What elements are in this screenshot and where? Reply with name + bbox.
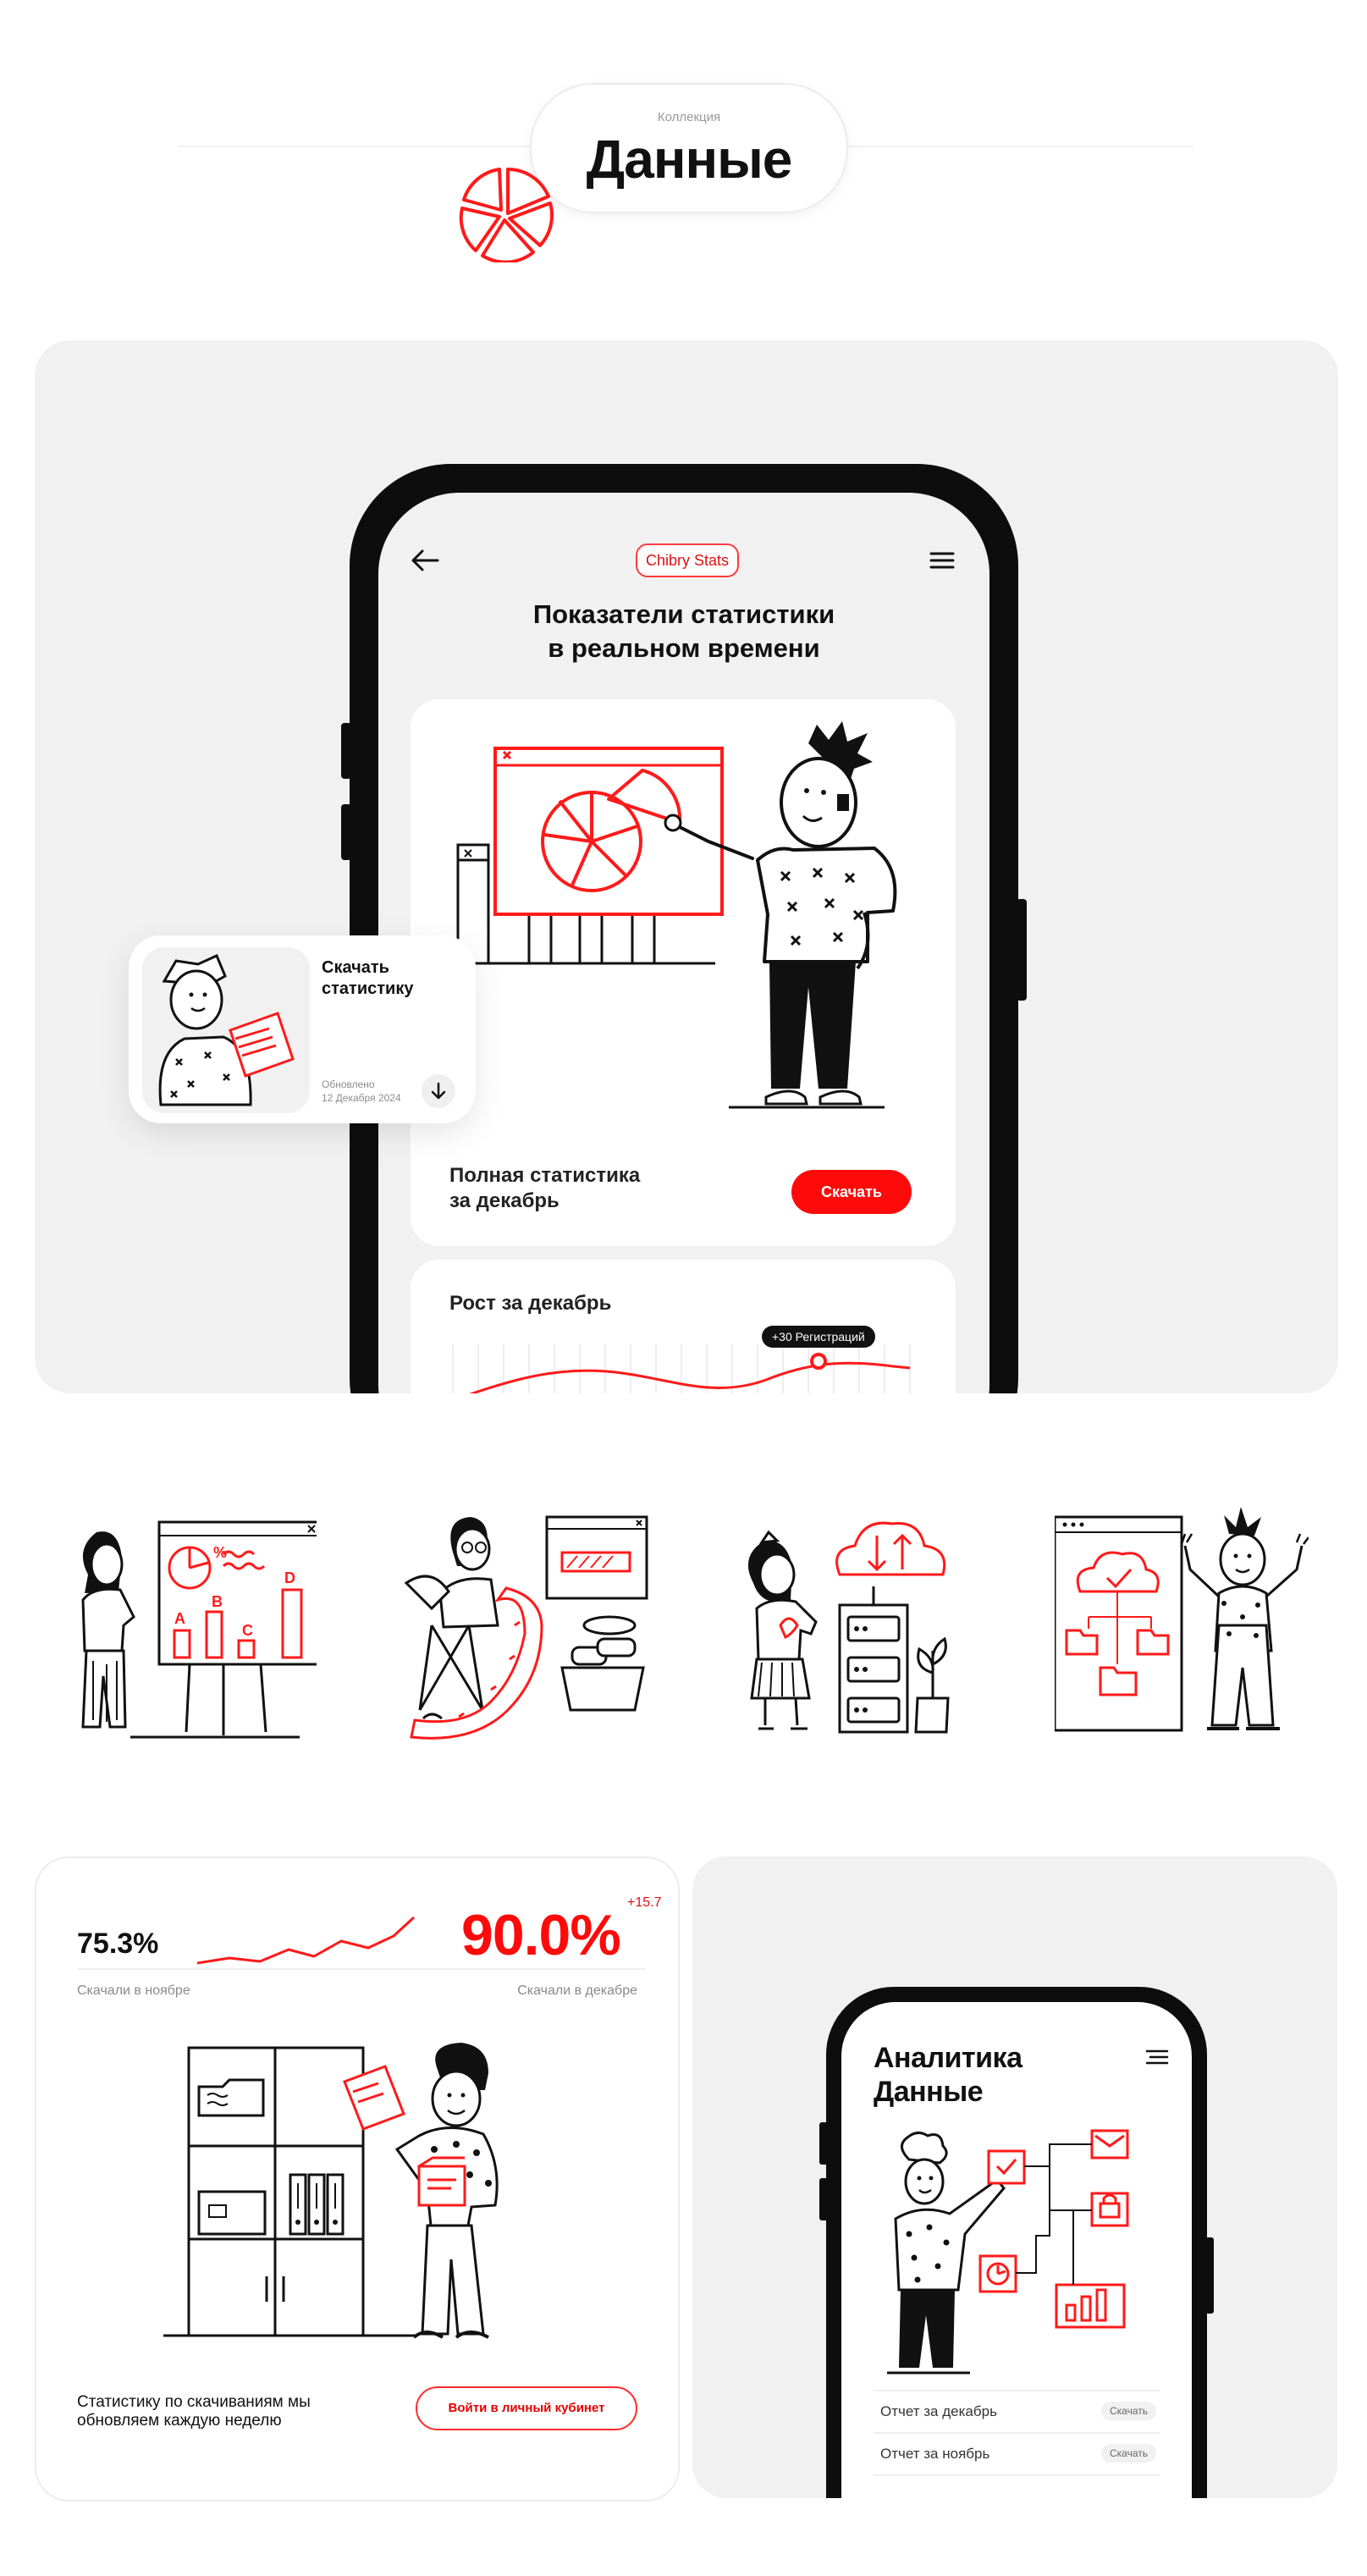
updated-label: Обновлено [322,1078,375,1090]
menu-icon[interactable] [929,550,956,571]
report-row[interactable] [874,2391,1160,2432]
download-stats-panel [35,1856,680,2502]
row-divider [874,2474,1160,2476]
growth-title: Рост за декабрь [449,1292,612,1315]
phone-side-button [819,2122,828,2165]
phone-side-button [341,723,351,779]
analytics-title-line: Аналитика [874,2042,1022,2074]
download-card-title [322,957,413,1000]
report-row[interactable] [874,2434,1160,2474]
registrations-badge: +30 Регистраций [762,1326,875,1348]
girl-with-server-illustration [728,1498,982,1744]
menu-icon[interactable] [1144,2048,1170,2066]
app-brand-chip[interactable]: Chibry Stats [636,543,739,577]
chef-analytics-illustration [870,2129,1166,2375]
report-download-button[interactable]: Скачать [1101,2444,1156,2463]
analytics-title [874,2041,1022,2109]
analytics-panel [692,1856,1337,2498]
presentation-illustration [411,699,956,1139]
collection-title-pill [530,83,848,213]
download-card-updated [322,1078,401,1105]
chart-letter: D [284,1569,295,1586]
update-note-line: Статистику по скачиваниям мы [77,2393,311,2411]
hero-panel [35,340,1338,1393]
phone-power-button [1205,2237,1214,2314]
november-label: Скачали в ноябре [77,1983,190,1998]
card-caption [449,1163,640,1214]
back-arrow-icon[interactable] [411,549,439,572]
download-stats-card[interactable] [129,935,476,1123]
girl-with-receipt-illustration [398,1498,652,1744]
phone-power-button [1017,899,1027,1001]
arrow-down-icon [422,1074,455,1108]
card-caption-line: Полная статистика [449,1164,641,1187]
screen-heading-line: в реальном времени [548,633,820,663]
download-card-title-line: Скачать [322,958,389,977]
card-caption-line: за декабрь [449,1189,559,1212]
growth-card [411,1260,956,1393]
stats-divider [77,1968,646,1970]
chart-letter: C [242,1622,253,1639]
update-note-line: обновляем каждую неделю [77,2412,282,2430]
phone-screen [841,2002,1192,2498]
girl-cloud-upload-illustration [1055,1498,1309,1744]
chart-letter: B [212,1593,223,1610]
collection-title: Данные [586,129,792,190]
pie-slices-icon [449,161,567,262]
screen-heading-line: Показатели статистики [532,599,835,629]
screen-heading [378,598,989,665]
login-button[interactable]: Войти в личный кубинет [416,2386,637,2430]
december-delta: +15.7 [627,1895,662,1910]
download-card-title-line: статистику [322,979,414,998]
updated-date: 12 Декабря 2024 [322,1092,401,1104]
analytics-title-line: Данные [874,2076,984,2108]
december-value: 90.0% [461,1903,620,1967]
report-label: Отчет за декабрь [880,2403,997,2419]
phone-screen [378,493,989,1393]
november-value: 75.3% [77,1928,159,1960]
report-download-button[interactable]: Скачать [1101,2402,1156,2420]
man-filing-documents-illustration [163,2039,570,2361]
update-note [77,2393,311,2430]
download-button[interactable]: Скачать [791,1170,912,1214]
phone-side-button [341,804,351,860]
collection-label: Коллекция [657,110,721,124]
trend-sparkline [196,1906,441,1973]
girl-presenting-chart-illustration [63,1498,317,1744]
person-with-papers-illustration [142,947,310,1113]
stats-card [411,699,956,1246]
chart-letter: A [174,1610,185,1627]
december-label: Скачали в декабре [517,1983,637,1998]
report-label: Отчет за ноябрь [880,2446,990,2462]
phone-side-button [819,2178,828,2220]
download-arrow-button[interactable] [422,1074,455,1108]
percent-sign: % [213,1544,228,1561]
